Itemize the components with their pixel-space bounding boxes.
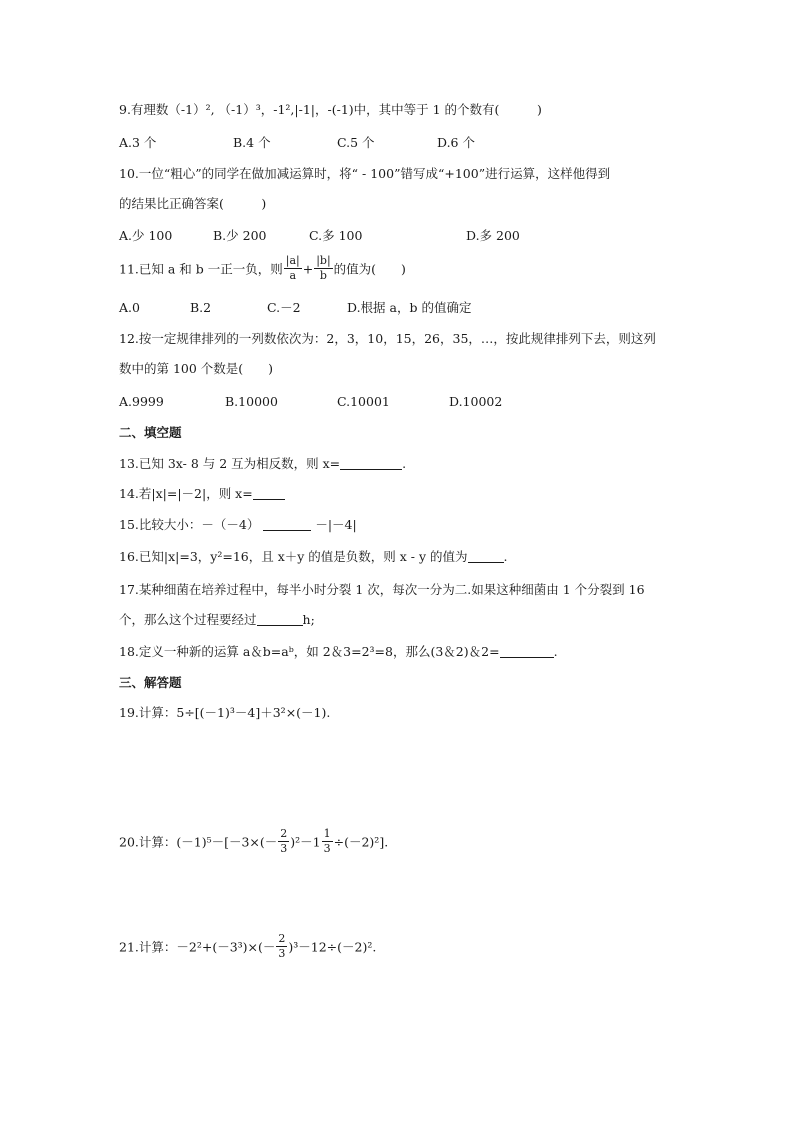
q10-option-d: D.多 200 [466, 228, 520, 243]
fraction-one-third [322, 827, 333, 857]
q9-option-d: D.6 个 [437, 135, 475, 150]
fraction-numerator: |a| [284, 254, 302, 269]
question-11-prefix: 11.已知 a 和 b 一正一负，则 [119, 261, 283, 277]
question-16-suffix: . [503, 549, 508, 564]
answer-blank[interactable] [500, 656, 554, 658]
question-16 [119, 551, 508, 564]
q12-option-d: D.10002 [449, 394, 503, 409]
question-18 [119, 646, 558, 659]
question-17-line2 [119, 614, 315, 627]
answer-blank[interactable] [468, 561, 504, 563]
question-11 [119, 254, 406, 284]
fraction-numerator: |b| [314, 254, 332, 269]
question-12-line2: 数中的第 100 个数是( ) [119, 361, 274, 376]
question-14 [119, 488, 285, 501]
fraction-numerator: 2 [276, 932, 287, 947]
section-heading-solve: 三、解答题 [119, 675, 182, 690]
fraction-abs-a-over-a [284, 254, 302, 284]
q11-option-d: D.根据 a，b 的值确定 [347, 300, 472, 315]
question-13-text: 13.已知 3x- 8 与 2 互为相反数，则 x= [119, 456, 341, 471]
q10-option-b: B.少 200 [213, 228, 267, 243]
question-20-text: 20.计算：(－1)⁵－[－3×(－ [119, 834, 278, 850]
question-17-text: 个，那么这个过程要经过 [119, 612, 257, 627]
answer-blank[interactable] [257, 624, 303, 626]
question-12-line1: 12.按一定规律排列的一列数依次为：2，3，10，15，26，35，…，按此规律排列下去，则这列 [119, 331, 656, 346]
q9-option-c: C.5 个 [337, 135, 375, 150]
question-13 [119, 458, 406, 471]
question-20-text-end: ÷(－2)²]. [333, 834, 389, 850]
section-heading-fill-in: 二、填空题 [119, 425, 182, 440]
fraction-denominator: 3 [323, 842, 331, 856]
plus-sign: + [302, 261, 314, 277]
fraction-denominator: b [319, 269, 327, 283]
question-20-text-middle: )²－1 [290, 834, 321, 850]
question-21-text-end: )³－12÷(－2)². [288, 939, 377, 955]
question-20 [119, 827, 388, 857]
fraction-numerator: 2 [278, 827, 289, 842]
question-15-suffix: －|－4| [315, 517, 357, 532]
q11-option-a: A.0 [119, 300, 140, 315]
fraction-denominator: a [289, 269, 296, 283]
question-18-suffix: . [553, 644, 558, 659]
fraction-two-thirds [276, 932, 287, 962]
question-17-suffix: h; [302, 612, 315, 627]
q10-option-a: A.少 100 [119, 228, 173, 243]
answer-blank[interactable] [253, 498, 285, 500]
q11-option-b: B.2 [190, 300, 212, 315]
fraction-two-thirds [278, 827, 289, 857]
question-14-text: 14.若|x|=|－2|，则 x= [119, 486, 253, 501]
q12-option-c: C.10001 [337, 394, 390, 409]
q10-option-c: C.多 100 [309, 228, 363, 243]
question-21-text: 21.计算：－2²+(－3³)×(－ [119, 939, 276, 955]
q12-option-a: A.9999 [119, 394, 164, 409]
fraction-numerator: 1 [322, 827, 333, 842]
question-18-text: 18.定义一种新的运算 a＆b=aᵇ，如 2＆3=2³=8，那么(3＆2)＆2= [119, 644, 500, 659]
fraction-denominator: 3 [278, 947, 286, 961]
q11-option-c: C.－2 [267, 300, 301, 315]
answer-blank[interactable] [263, 529, 311, 531]
question-21 [119, 932, 376, 962]
question-10-line2: 的结果比正确答案( ) [119, 196, 267, 211]
q9-option-a: A.3 个 [119, 135, 157, 150]
question-19: 19.计算：5÷[(－1)³－4]＋3²×(－1). [119, 705, 331, 720]
question-9-text: 9.有理数（-1）², （-1）³，-1²,|-1|，-(-1)中，其中等于 1 的个数有( ) [119, 102, 542, 117]
question-15 [119, 519, 357, 532]
question-10-line1: 10.一位“粗心”的同学在做加减运算时，将“ - 100”错写成“+100”进行运算，这样他得到 [119, 166, 611, 181]
question-16-text: 16.已知|x|=3，y²=16，且 x＋y 的值是负数，则 x - y 的值为 [119, 549, 468, 564]
question-13-suffix: . [402, 456, 407, 471]
q12-option-b: B.10000 [225, 394, 278, 409]
question-11-suffix: 的值为( ) [333, 261, 406, 277]
fraction-abs-b-over-b [314, 254, 332, 284]
question-17-line1: 17.某种细菌在培养过程中，每半小时分裂 1 次，每次一分为二.如果这种细菌由 1 个分裂到 16 [119, 582, 645, 597]
answer-blank[interactable] [340, 468, 402, 470]
question-15-text: 15.比较大小：－（－4） [119, 517, 260, 532]
fraction-denominator: 3 [280, 842, 288, 856]
q9-option-b: B.4 个 [233, 135, 271, 150]
question-9 [119, 104, 542, 117]
